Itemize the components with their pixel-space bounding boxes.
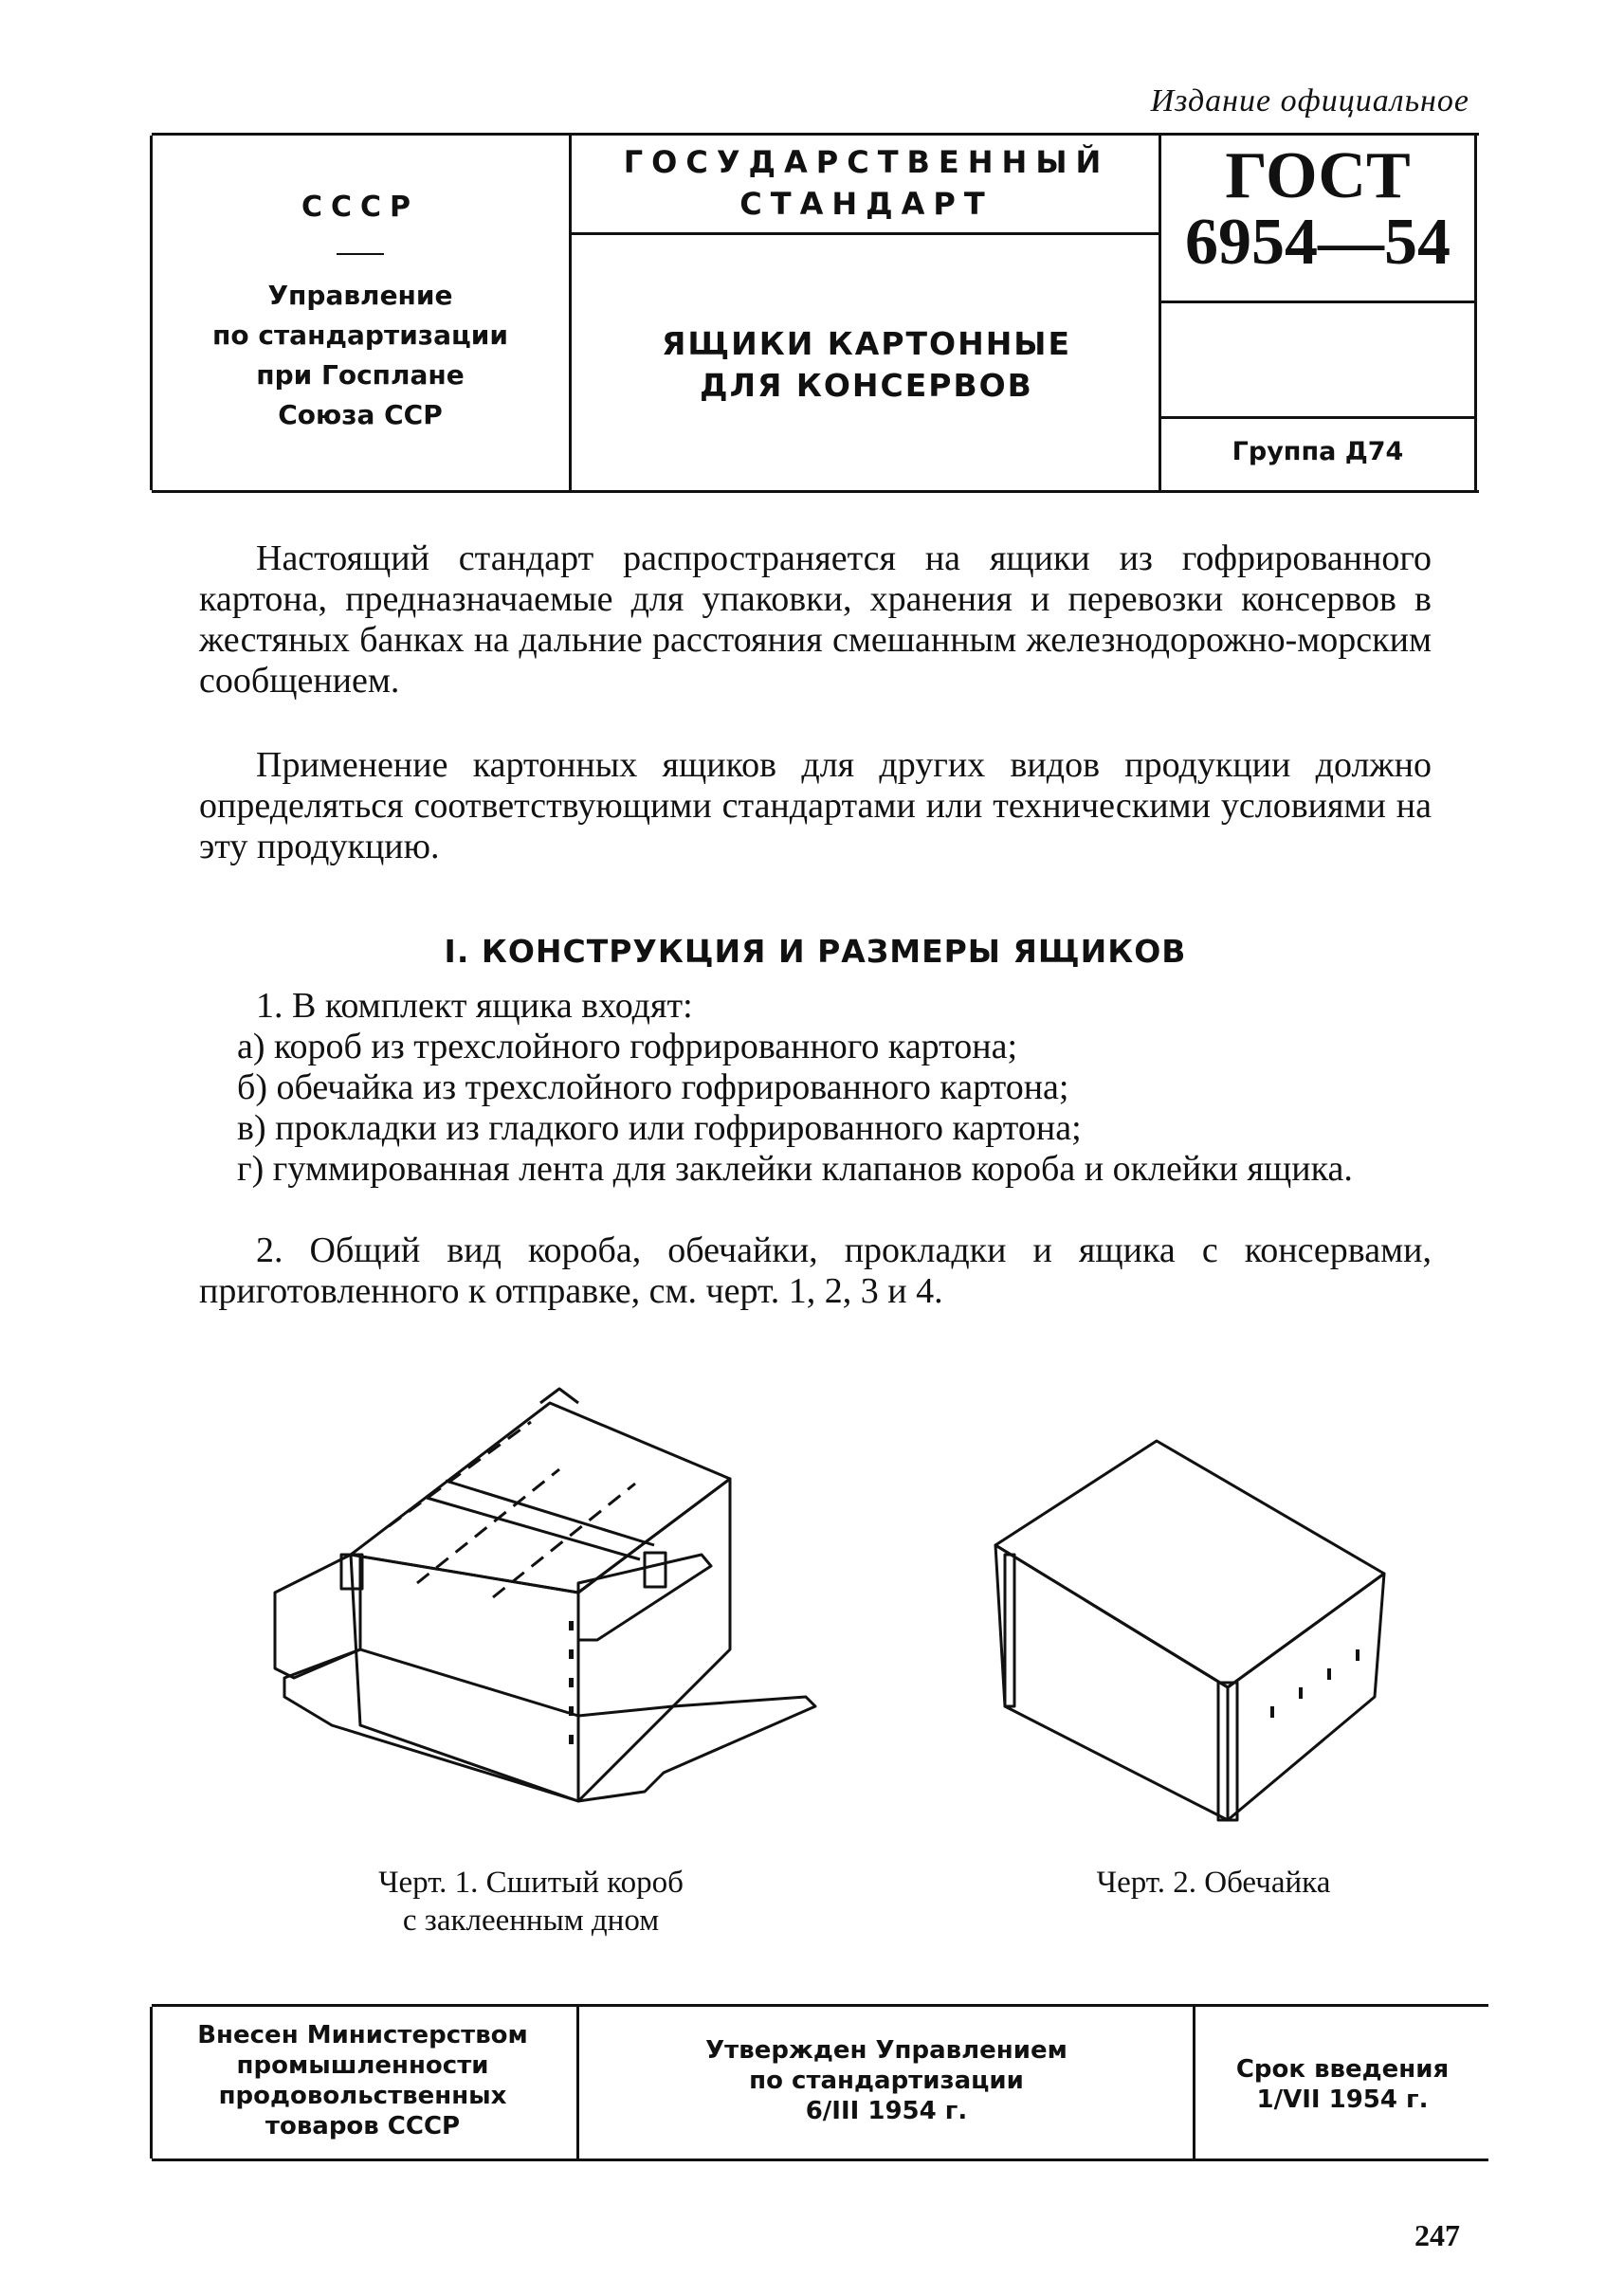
stitch-mark xyxy=(569,1649,574,1659)
sleeve-front xyxy=(995,1545,1228,1820)
tape-tab xyxy=(645,1553,666,1587)
header-title-rule xyxy=(572,232,1159,235)
caption-line: с заклеенным дном xyxy=(402,1903,660,1938)
state-standard-line: СТАНДАРТ xyxy=(739,186,994,222)
submitted-line: товаров СССР xyxy=(265,2112,461,2140)
document-title xyxy=(573,323,1160,407)
figure-2-caption xyxy=(1024,1864,1403,1902)
page-number: 247 xyxy=(1414,2218,1460,2252)
figure-1-caption xyxy=(284,1864,777,1940)
submitted-line: продовольственных xyxy=(218,2082,507,2110)
caption-line: Черт. 1. Сшитый короб xyxy=(378,1866,684,1900)
document-title-line: ДЛЯ КОНСЕРВОВ xyxy=(700,367,1033,404)
list-item: а) короб из трехслойного гофрированного картона; xyxy=(237,1027,1018,1066)
state-standard-line: ГОСУДАРСТВЕННЫЙ xyxy=(623,144,1110,180)
header-frame xyxy=(152,133,1479,493)
stitch-mark xyxy=(569,1706,574,1716)
footer-frame xyxy=(152,2004,1488,2161)
group-label: Группа Д74 xyxy=(1232,437,1404,466)
submitted-line: промышленности xyxy=(236,2051,489,2080)
sleeve-side xyxy=(1228,1574,1384,1820)
authority-line: Управление xyxy=(267,280,453,311)
footer-divider-right xyxy=(1193,2007,1195,2158)
figure-1-box-drawing xyxy=(256,1365,825,1858)
header-gost-rule xyxy=(1161,301,1474,303)
stitch-mark xyxy=(569,1678,574,1687)
intro-paragraph-2: Применение картонных ящиков для других видов продукции должно определяться соответствующими стандартами или техническими условиями на эту продукцию. xyxy=(199,745,1432,866)
submitted-by xyxy=(152,2020,574,2141)
header-group-rule xyxy=(1161,416,1474,419)
header-divider-left xyxy=(569,136,572,490)
document-title-line: ЯЩИКИ КАРТОННЫЕ xyxy=(661,325,1072,362)
effective-line: Срок введения xyxy=(1235,2055,1450,2084)
authority-line: по стандартизации xyxy=(212,319,508,351)
approved-line: 6/III 1954 г. xyxy=(805,2097,968,2125)
stitch-mark xyxy=(1356,1649,1359,1661)
authority-line: при Госплане xyxy=(256,359,465,391)
box-bottom-right-flap xyxy=(578,1697,815,1801)
list-item: 2. Общий вид короба, обечайки, прокладки и ящика с консервами, приготовленного к отправке, см. черт. 1, 2, 3 и 4. xyxy=(199,1230,1432,1311)
authority-block xyxy=(152,276,569,435)
list-item: б) обечайка из трехслойного гофрированного картона; xyxy=(237,1067,1069,1107)
gost-code xyxy=(1161,139,1474,279)
effective-line: 1/VII 1954 г. xyxy=(1256,2086,1429,2114)
box-front xyxy=(351,1555,578,1801)
submitted-line: Внесен Министерством xyxy=(197,2021,528,2049)
stitch-mark xyxy=(569,1735,574,1744)
tape-tab-top xyxy=(540,1389,578,1403)
country-dash xyxy=(337,253,384,255)
state-standard-label xyxy=(573,141,1160,225)
gost-number: 6954—54 xyxy=(1185,206,1451,279)
box-front-flap xyxy=(284,1649,578,1801)
header-border-right xyxy=(1474,136,1477,490)
edition-label: Издание официальное xyxy=(1150,83,1469,118)
caption-line: Черт. 2. Обечайка xyxy=(1096,1866,1331,1900)
approved-by xyxy=(580,2035,1193,2126)
stitch-mark xyxy=(1299,1687,1303,1699)
stitch-mark xyxy=(1270,1706,1274,1718)
approved-line: по стандартизации xyxy=(749,2067,1024,2095)
effective-date xyxy=(1196,2054,1488,2115)
figure-2-sleeve-drawing xyxy=(976,1422,1413,1839)
authority-line: Союза ССР xyxy=(278,399,443,430)
stitch-mark xyxy=(1327,1668,1331,1680)
fold-dashed-line xyxy=(389,1422,531,1526)
intro-paragraph-1: Настоящий стандарт распространяется на ящики из гофрированного картона, предназначаемые для упаковки, хранения и перевозки консервов в жестяных банках на дальние расстояния смешанным железнодорожно-морским сообщением. xyxy=(199,538,1432,701)
section-title: I. КОНСТРУКЦИЯ И РАЗМЕРЫ ЯЩИКОВ xyxy=(444,933,1187,970)
approved-line: Утвержден Управлением xyxy=(705,2036,1067,2065)
stitch-mark xyxy=(569,1621,574,1630)
list-item: г) гуммированная лента для заклейки клапанов короба и оклейки ящика. xyxy=(237,1149,1353,1189)
country-label: СССР xyxy=(301,191,420,224)
footer-divider-left xyxy=(576,2007,579,2158)
list-item: в) прокладки из гладкого или гофрированного картона; xyxy=(237,1108,1082,1148)
sleeve-top xyxy=(995,1441,1384,1687)
gost-label: ГОСТ xyxy=(1225,139,1411,212)
sleeve-edge xyxy=(1005,1555,1014,1706)
list-item: 1. В комплект ящика входят: xyxy=(256,986,693,1026)
box-left-flap xyxy=(275,1555,360,1678)
